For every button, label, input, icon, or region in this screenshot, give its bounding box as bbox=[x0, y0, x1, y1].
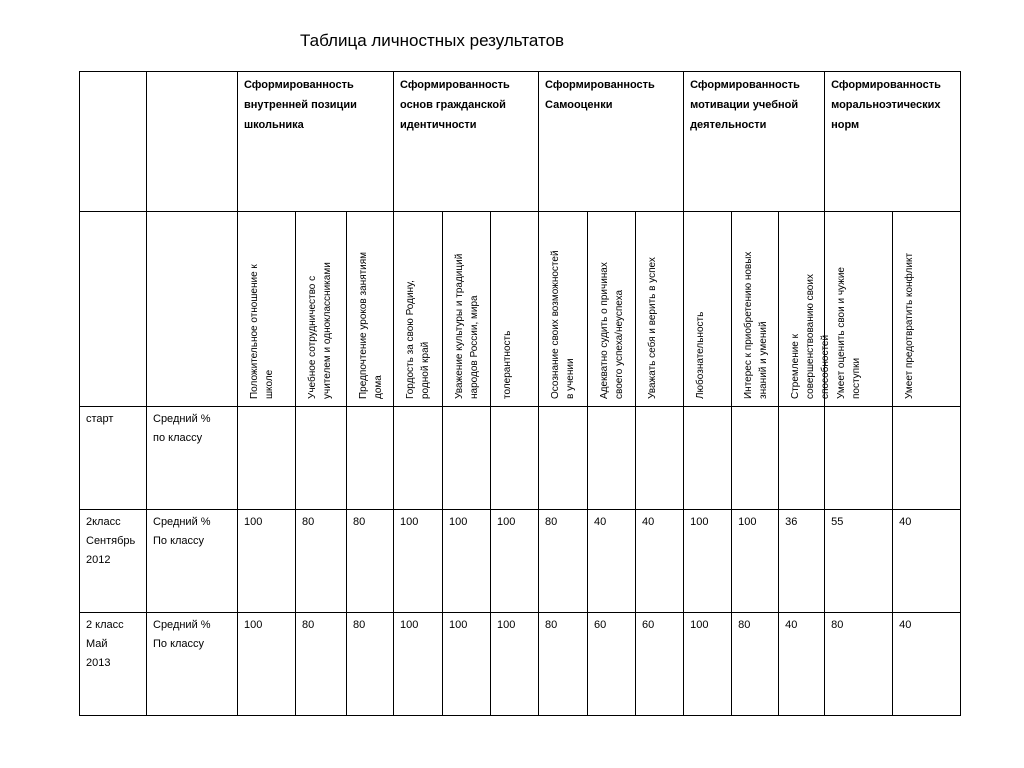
measure-cell: Средний % По классу bbox=[147, 613, 238, 716]
subheader-row bbox=[80, 212, 961, 407]
corner-cell bbox=[147, 72, 238, 212]
subheader-label: Учебное сотрудничество с учителем и одноклассниками bbox=[307, 262, 333, 399]
value-cell: 100 bbox=[238, 613, 296, 716]
value-cell bbox=[684, 407, 732, 510]
value-cell: 60 bbox=[636, 613, 684, 716]
subheader-label: Умеет оценить свои и чужие поступки bbox=[836, 267, 863, 399]
subheader-label: Гордость за свою Родину, родной край bbox=[405, 280, 432, 399]
value-cell bbox=[394, 407, 443, 510]
value-cell: 100 bbox=[394, 613, 443, 716]
group-header-row bbox=[80, 72, 961, 212]
corner-cell bbox=[147, 212, 238, 407]
period-cell: 2класс Сентябрь 2012 bbox=[80, 510, 147, 613]
measure-cell: Средний % по классу bbox=[147, 407, 238, 510]
period-cell: старт bbox=[80, 407, 147, 510]
value-cell: 60 bbox=[588, 613, 636, 716]
value-cell: 80 bbox=[296, 510, 347, 613]
value-cell bbox=[347, 407, 394, 510]
subheader-cell bbox=[238, 212, 296, 407]
subheader-cell bbox=[491, 212, 539, 407]
subheader-cell bbox=[588, 212, 636, 407]
value-cell: 100 bbox=[238, 510, 296, 613]
value-cell bbox=[588, 407, 636, 510]
group-header: Сформированность Самооценки bbox=[539, 72, 684, 212]
subheader-cell bbox=[893, 212, 961, 407]
value-cell bbox=[732, 407, 779, 510]
value-cell bbox=[238, 407, 296, 510]
value-cell: 55 bbox=[825, 510, 893, 613]
value-cell bbox=[443, 407, 491, 510]
value-cell: 80 bbox=[539, 510, 588, 613]
value-cell bbox=[539, 407, 588, 510]
value-cell: 100 bbox=[443, 510, 491, 613]
subheader-label: Осознание своих возможностей в учении bbox=[550, 250, 577, 399]
subheader-label: толерантность bbox=[502, 330, 514, 399]
value-cell: 80 bbox=[347, 613, 394, 716]
subheader-cell bbox=[296, 212, 347, 407]
subheader-label: Адекватно судить о причинах своего успеха/неуспеха bbox=[599, 262, 626, 399]
subheader-cell bbox=[636, 212, 684, 407]
value-cell: 100 bbox=[684, 613, 732, 716]
subheader-label: Любознательность bbox=[695, 311, 707, 399]
corner-cell bbox=[80, 72, 147, 212]
table-row bbox=[80, 613, 961, 716]
value-cell: 100 bbox=[491, 510, 539, 613]
results-table bbox=[79, 71, 961, 716]
subheader-label: Умеет предотвратить конфликт bbox=[904, 252, 916, 399]
value-cell: 80 bbox=[296, 613, 347, 716]
subheader-cell bbox=[394, 212, 443, 407]
page-title: Таблица личностных результатов bbox=[300, 31, 565, 50]
subheader-cell bbox=[825, 212, 893, 407]
value-cell: 100 bbox=[684, 510, 732, 613]
subheader-label: Стремление к совершенствованию своих способностей bbox=[790, 274, 832, 399]
value-cell: 80 bbox=[347, 510, 394, 613]
group-header: Сформированность основ гражданской идентичности bbox=[394, 72, 539, 212]
subheader-cell bbox=[443, 212, 491, 407]
value-cell: 100 bbox=[491, 613, 539, 716]
value-cell: 80 bbox=[732, 613, 779, 716]
group-header: Сформированность мотивации учебной деятельности bbox=[684, 72, 825, 212]
subheader-label: Уважение культуры и традиций народов России, мира bbox=[454, 253, 481, 399]
group-header: Сформированность внутренней позиции школьника bbox=[238, 72, 394, 212]
subheader-label: Уважать себя и верить в успех bbox=[647, 257, 659, 399]
table-row bbox=[80, 407, 961, 510]
value-cell bbox=[636, 407, 684, 510]
value-cell bbox=[893, 407, 961, 510]
value-cell: 40 bbox=[893, 510, 961, 613]
value-cell: 40 bbox=[636, 510, 684, 613]
value-cell bbox=[296, 407, 347, 510]
subheader-label: Интерес к приобретению новых знаний и умений bbox=[743, 251, 770, 399]
value-cell: 80 bbox=[539, 613, 588, 716]
group-header: Сформированность моральноэтических норм bbox=[825, 72, 961, 212]
value-cell: 100 bbox=[732, 510, 779, 613]
period-cell: 2 класс Май 2013 bbox=[80, 613, 147, 716]
value-cell: 100 bbox=[394, 510, 443, 613]
value-cell: 40 bbox=[588, 510, 636, 613]
measure-cell: Средний % По классу bbox=[147, 510, 238, 613]
subheader-label: Положительное отношение к школе bbox=[249, 264, 275, 399]
subheader-cell bbox=[684, 212, 732, 407]
subheader-cell bbox=[539, 212, 588, 407]
subheader-label: Предпочтение уроков занятиям дома bbox=[358, 251, 384, 399]
table-row bbox=[80, 510, 961, 613]
corner-cell bbox=[80, 212, 147, 407]
value-cell bbox=[825, 407, 893, 510]
value-cell: 80 bbox=[825, 613, 893, 716]
value-cell bbox=[491, 407, 539, 510]
subheader-cell bbox=[347, 212, 394, 407]
value-cell: 36 bbox=[779, 510, 825, 613]
value-cell: 100 bbox=[443, 613, 491, 716]
subheader-cell bbox=[732, 212, 779, 407]
subheader-cell bbox=[779, 212, 832, 407]
value-cell bbox=[779, 407, 825, 510]
value-cell: 40 bbox=[779, 613, 825, 716]
value-cell: 40 bbox=[893, 613, 961, 716]
